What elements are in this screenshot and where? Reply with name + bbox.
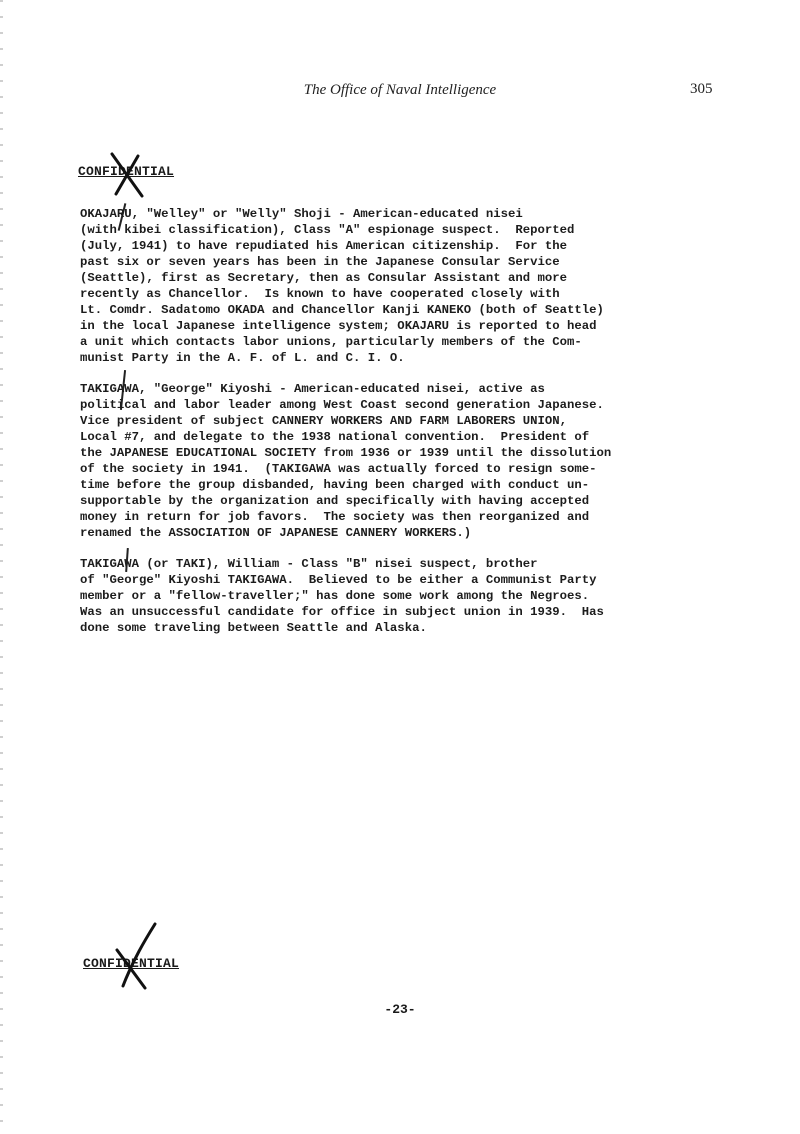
entry-takigawa-george: TAKIGAWA, "George" Kiyoshi - American-educated nisei, active as political and labor leader among West Coast second generation Japanese. Vice president of subject CANNERY WORKERS AND FARM LABORERS UNION, Local #7, and delegate to the 1938 national convention. President of the JAPANESE EDUCATIONAL SOCIETY from 1936 or 1939 until the dissolution of the society in 1941. (TAKIGAWA was actually forced to resign some- time before the group disbanded, having been charged with conduct un- supportable by the organization and specifically with having accepted money in return for job favors. The society was then reorganized and renamed the ASSOCIATION OF JAPANESE CANNERY WORKERS.) bbox=[80, 382, 612, 540]
document-page-number: -23- bbox=[384, 1002, 416, 1017]
handwritten-x-mark-icon bbox=[108, 150, 148, 200]
page-edge-perforation bbox=[0, 0, 3, 1134]
entry-takigawa-william: TAKIGAWA (or TAKI), William - Class "B" nisei suspect, brother of "George" Kiyoshi TAKIGAWA. Believed to be either a Communist Party member or a "fellow-traveller;" has done some work among the Negroes. Was an unsuccessful candidate for office in subject union in 1939. Has done some traveling between Seattle and Alaska. bbox=[80, 557, 604, 635]
entry-okajaru: OKAJARU, "Welley" or "Welly" Shoji - American-educated nisei (with kibei classification), Class "A" espionage suspect. Reported (July, 1941) to have repudiated his American citizenship. For the past six or seven years has been in the Japanese Consular Service (Seattle), first as Secretary, then as Consular Assistant and more recently as Chancellor. Is known to have cooperated closely with Lt. Comdr. Sadatomo OKADA and Chancellor Kanji KANEKO (both of Seattle) in the local Japanese intelligence system; OKAJARU is reported to head a unit which contacts labor unions, particularly members of the Com- munist Party in the A. F. of L. and C. I. O. bbox=[80, 207, 604, 365]
running-header-title: The Office of Naval Intelligence bbox=[303, 82, 497, 98]
classification-stamp-bottom: CONFIDENTIAL bbox=[83, 956, 180, 971]
classification-stamp-top: CONFIDENTIAL bbox=[78, 164, 175, 179]
book-page-number: 305 bbox=[690, 81, 713, 97]
handwritten-x-mark-icon bbox=[105, 920, 165, 990]
